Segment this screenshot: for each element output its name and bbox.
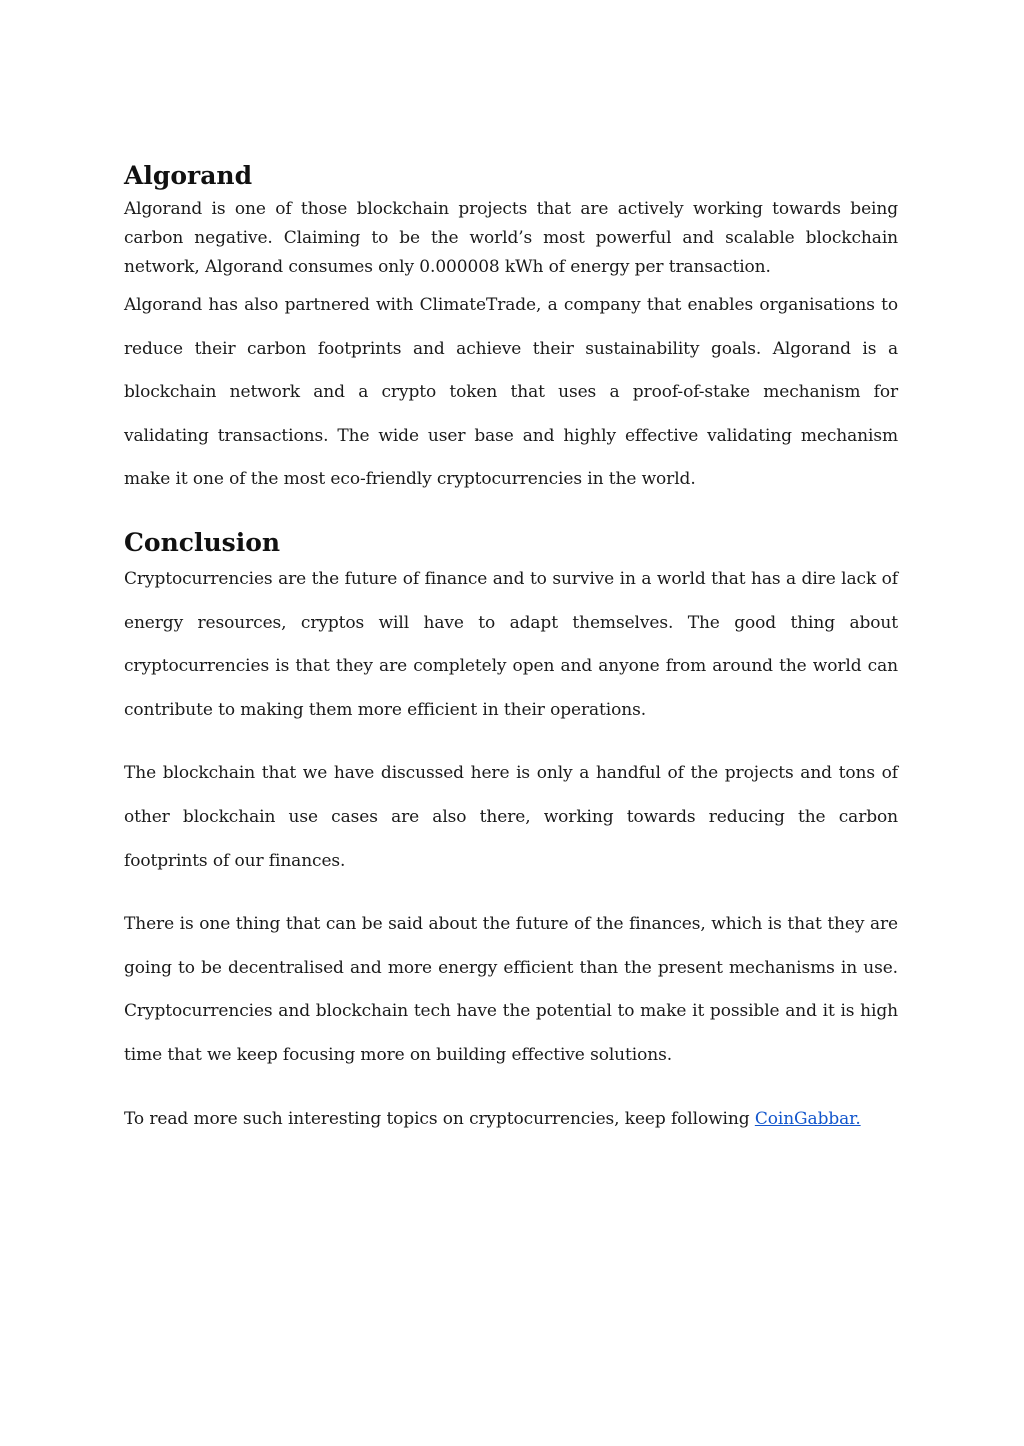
document-page (124, 157, 898, 1141)
algorand-paragraph-1: Algorand is one of those blockchain projects that are actively working towards being carbon negative. Claiming to be the world’s most powerful and scalable blockchain network, Algorand consumes only 0.000008 kWh of energy per transaction. (124, 199, 898, 277)
coingabbar-link[interactable]: CoinGabbar. (754, 1108, 861, 1129)
section-heading-conclusion: Conclusion (124, 527, 281, 557)
conclusion-paragraph-2: The blockchain that we have discussed here is only a handful of the projects and tons of other blockchain use cases are also there, working towards reducing the carbon footprints of our finances. (124, 763, 898, 871)
conclusion-paragraph-3: There is one thing that can be said about the future of the finances, which is that they are going to be decentralised and more energy efficient than the present mechanisms in use. Cryptocurrencies and blockchain tech have the potential to make it possible and it is high time that we keep focusing more on building effective solutions. (124, 914, 898, 1065)
closing-text: To read more such interesting topics on cryptocurrencies, keep following (124, 1108, 755, 1129)
closing-paragraph (124, 1098, 898, 1142)
section-heading-algorand: Algorand (124, 161, 253, 190)
conclusion-paragraph-1: Cryptocurrencies are the future of finance and to survive in a world that has a dire lack of energy resources, cryptos will have to adapt themselves. The good thing about cryptocurrencies is that they are completely open and anyone from around the world can contribute to making them more efficient in their operations. (124, 568, 898, 720)
algorand-paragraph-2: Algorand has also partnered with ClimateTrade, a company that enables organisations to reduce their carbon footprints and achieve their sustainability goals. Algorand is a blockchain network and a crypto token that uses a proof-of-stake mechanism for validating transactions. The wide user base and highly effective validating mechanism make it one of the most eco-friendly cryptocurrencies in the world. (124, 295, 898, 490)
